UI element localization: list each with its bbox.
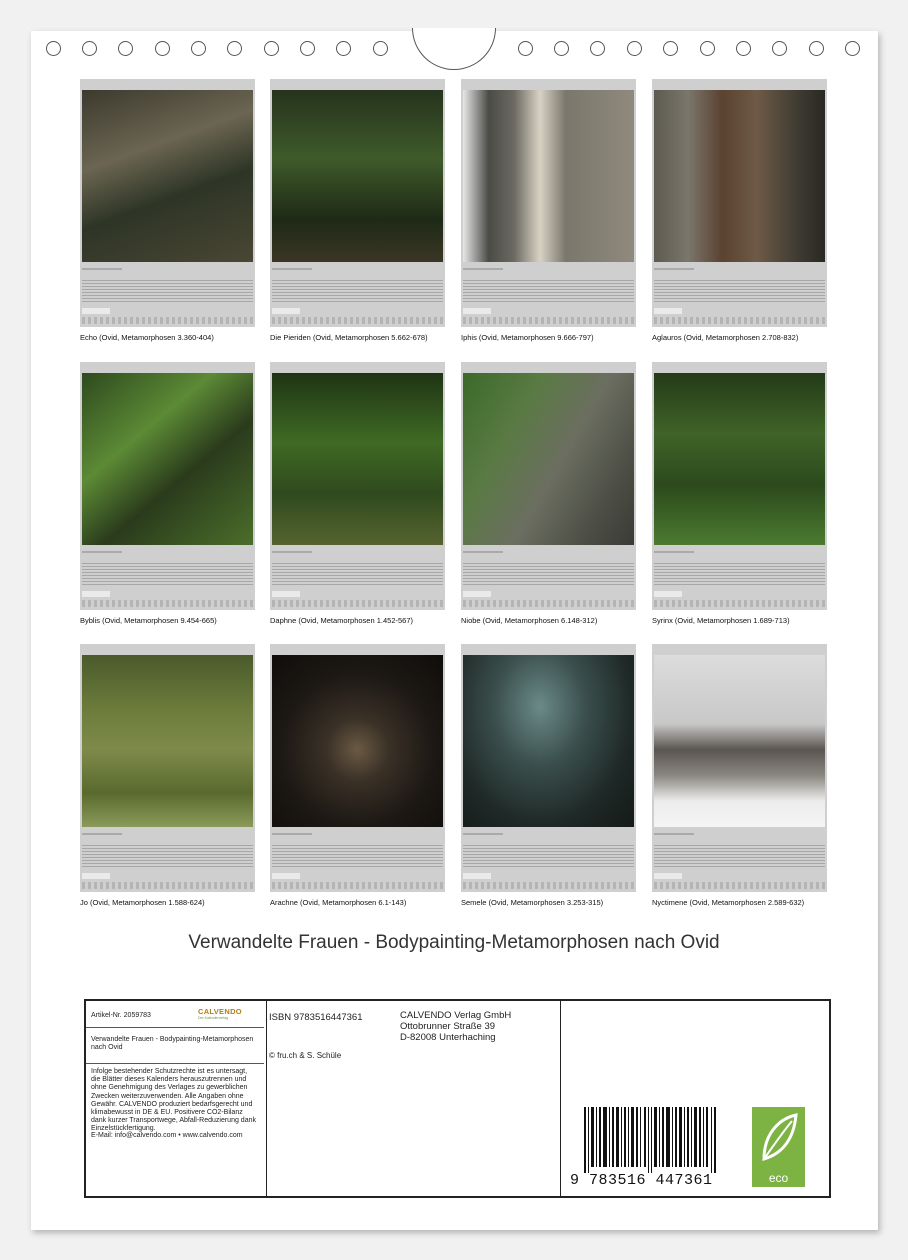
binding-hole: [373, 41, 388, 56]
month-photo: [654, 655, 825, 827]
month-photo: [272, 655, 443, 827]
month-caption: Nyctimene (Ovid, Metamorphosen 2.589-632): [652, 898, 805, 907]
month-caption: Iphis (Ovid, Metamorphosen 9.666-797): [461, 333, 594, 342]
eco-label: eco: [768, 1171, 789, 1185]
binding-hole: [772, 41, 787, 56]
binding-hole: [845, 41, 860, 56]
month-photo: [82, 373, 253, 545]
calendar-title: Verwandelte Frauen - Bodypainting-Metamorphosen nach Ovid: [188, 932, 720, 953]
binding-hole: [336, 41, 351, 56]
binding-hole: [155, 41, 170, 56]
calvendo-logo-text: CALVENDO: [198, 1007, 242, 1016]
contact-line: E-Mail: info@calvendo.com • www.calvendo.com: [91, 1132, 243, 1139]
binding-hole: [46, 41, 61, 56]
binding-hole: [590, 41, 605, 56]
binding-hole: [518, 41, 533, 56]
binding-hole: [809, 41, 824, 56]
publisher-city: D-82008 Unterhaching: [400, 1032, 496, 1043]
month-thumbnail-11: [461, 644, 636, 892]
month-thumbnail-8: [652, 362, 827, 610]
month-caption: Semele (Ovid, Metamorphosen 3.253-315): [461, 898, 604, 907]
binding-hole: [700, 41, 715, 56]
month-caption: Die Pieriden (Ovid, Metamorphosen 5.662-678): [270, 333, 428, 342]
leaf-icon: [752, 1107, 805, 1169]
month-caption: Byblis (Ovid, Metamorphosen 9.454-665): [80, 616, 217, 625]
month-caption: Niobe (Ovid, Metamorphosen 6.148-312): [461, 616, 598, 625]
eco-badge: [752, 1107, 805, 1187]
binding-hole: [82, 41, 97, 56]
binding-hole: [118, 41, 133, 56]
month-photo: [654, 90, 825, 262]
month-caption: Echo (Ovid, Metamorphosen 3.360-404): [80, 333, 214, 342]
calvendo-logo-subtext: Der Kalenderverlag: [198, 1016, 229, 1020]
month-photo: [654, 373, 825, 545]
article-number: Artikel-Nr. 2059783: [91, 1012, 151, 1019]
binding-hole: [627, 41, 642, 56]
month-thumbnail-4: [652, 79, 827, 327]
legal-notice: Infolge bestehender Schutzrechte ist es untersagt, die Blätter dieses Kalenders herauszutrennen und ohne Genehmigung des Verlages zu gewerblichen Zwecken weiterzuverwenden. Alle Angaben ohne Gewähr. CALVENDO produziert bedarfsgerecht und klimabewusst in DE & EU. Positivere CO2-Bilanz dank kurzer Transportwege, Abfall-Reduzierung dank Einzelstückfertigung.: [91, 1068, 256, 1133]
isbn: ISBN 9783516447361: [269, 1012, 363, 1023]
month-thumbnail-6: [270, 362, 445, 610]
month-photo: [463, 655, 634, 827]
binding-hole: [227, 41, 242, 56]
month-thumbnail-10: [270, 644, 445, 892]
ean-number: 9 783516 447361: [570, 1172, 713, 1189]
divider: [86, 1027, 264, 1028]
imprint-title: Verwandelte Frauen - Bodypainting-Metamorphosen nach Ovid: [91, 1036, 254, 1052]
month-photo: [272, 373, 443, 545]
month-photo: [82, 655, 253, 827]
publisher-street: Ottobrunner Straße 39: [400, 1021, 496, 1032]
binding-hole: [191, 41, 206, 56]
binding-hole: [736, 41, 751, 56]
month-thumbnail-9: [80, 644, 255, 892]
month-thumbnail-1: [80, 79, 255, 327]
binding-hole: [264, 41, 279, 56]
month-thumbnail-12: [652, 644, 827, 892]
binding-hole: [663, 41, 678, 56]
month-thumbnail-7: [461, 362, 636, 610]
month-thumbnail-5: [80, 362, 255, 610]
month-caption: Jo (Ovid, Metamorphosen 1.588-624): [80, 898, 205, 907]
month-caption: Daphne (Ovid, Metamorphosen 1.452-567): [270, 616, 413, 625]
binding-hole: [300, 41, 315, 56]
publisher-name: CALVENDO Verlag GmbH: [400, 1010, 512, 1021]
month-thumbnail-3: [461, 79, 636, 327]
binding-hole: [554, 41, 569, 56]
month-thumbnail-2: [270, 79, 445, 327]
month-caption: Aglauros (Ovid, Metamorphosen 2.708-832): [652, 333, 799, 342]
barcode-icon: [584, 1107, 720, 1173]
month-photo: [272, 90, 443, 262]
month-caption: Syrinx (Ovid, Metamorphosen 1.689-713): [652, 616, 790, 625]
copyright: © fru.ch & S. Schüle: [269, 1051, 342, 1060]
month-photo: [463, 373, 634, 545]
month-photo: [463, 90, 634, 262]
calvendo-logo: [198, 1007, 244, 1021]
month-caption: Arachne (Ovid, Metamorphosen 6.1-143): [270, 898, 407, 907]
month-photo: [82, 90, 253, 262]
divider: [86, 1063, 264, 1064]
